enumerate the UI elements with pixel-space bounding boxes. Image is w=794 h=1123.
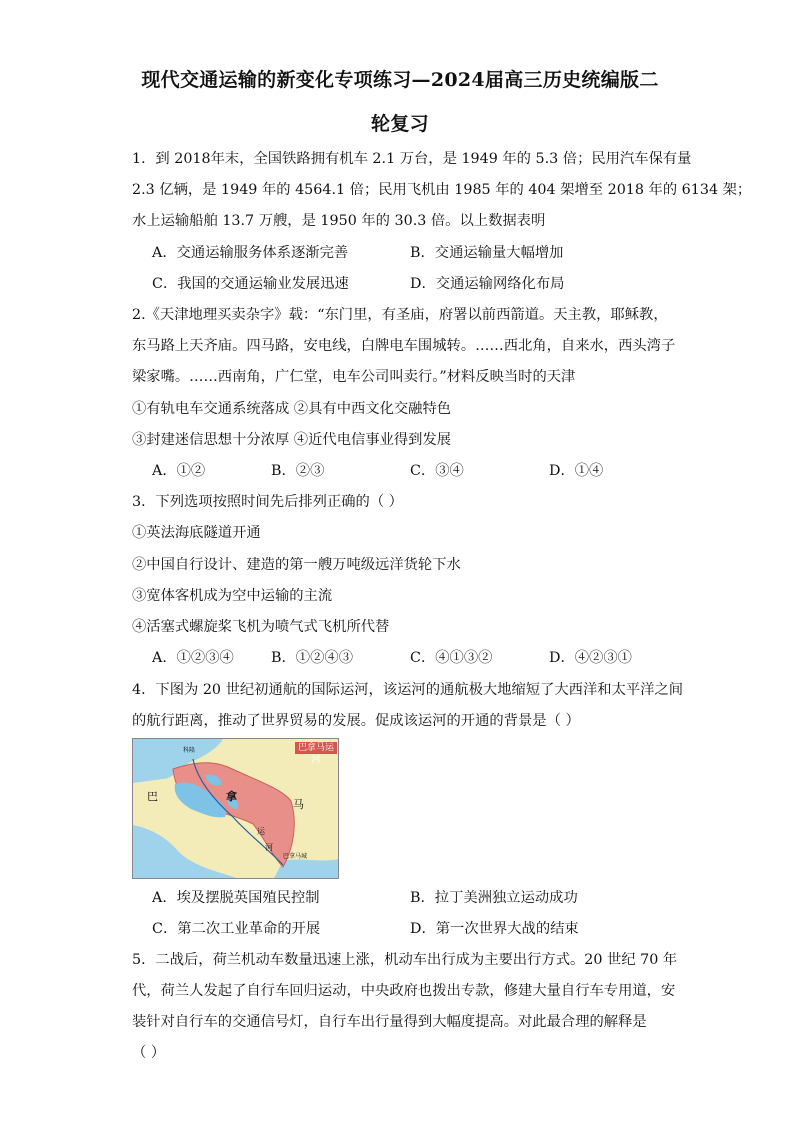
question-3-option-c[interactable]: C．④①③②	[410, 650, 493, 666]
question-3-option-d[interactable]: D．④②③①	[549, 650, 632, 666]
question-1-option-c[interactable]: C．我国的交通运输业发展迅速	[152, 276, 349, 292]
question-2-items-line-1: ①有轨电车交通系统落成 ②具有中西文化交融特色	[132, 401, 452, 417]
question-2-option-b[interactable]: B．②③	[271, 463, 325, 479]
question-2-option-a[interactable]: A．①②	[152, 463, 206, 479]
question-2-items-line-2: ③封建迷信思想十分浓厚 ④近代电信事业得到发展	[132, 432, 452, 448]
question-1-option-a[interactable]: A．交通运输服务体系逐渐完善	[152, 245, 349, 261]
question-3-item-2: ②中国自行设计、建造的第一艘万吨级远洋货轮下水	[132, 557, 461, 573]
map-label-panama-city: 巴拿马城	[283, 853, 308, 860]
question-1-line-1: 1．到 2018年末，全国铁路拥有机车 2.1 万台，是 1949 年的 5.3 倍；民用汽车保有量	[132, 151, 692, 167]
page-title-line-1: 现代交通运输的新变化专项练习—2024届高三历史统编版二	[141, 69, 659, 91]
question-2-line-1: 2.《天津地理买卖杂字》载：“东门里，有圣庙，府署以前西箭道。天主教，耶稣教，	[132, 307, 668, 323]
question-4-option-a[interactable]: A．埃及摆脱英国殖民控制	[152, 890, 320, 906]
question-4-option-d[interactable]: D．第一次世界大战的结束	[410, 921, 579, 937]
question-1-option-d[interactable]: D．交通运输网络化布局	[410, 276, 565, 292]
question-5-line-1: 5．二战后，荷兰机动车数量迅速上涨，机动车出行成为主要出行方式。20 世纪 70 年	[132, 952, 678, 968]
question-3-item-4: ④活塞式螺旋桨飞机为喷气式飞机所代替	[132, 619, 390, 635]
page-title-line-2: 轮复习	[371, 113, 429, 135]
map-label-colon: 科隆	[183, 747, 196, 754]
map-label-na: 拿	[226, 790, 237, 803]
question-2-option-c[interactable]: C．③④	[410, 463, 464, 479]
question-3-option-a[interactable]: A．①②③④	[152, 650, 234, 666]
map-label-yun: 运	[257, 827, 265, 836]
question-4-option-b[interactable]: B．拉丁美洲独立运动成功	[410, 890, 578, 906]
map-label-he: 河	[265, 843, 273, 852]
question-1-option-b[interactable]: B．交通运输量大幅增加	[410, 245, 564, 261]
question-5-answer-bracket: （ ）	[132, 1045, 166, 1061]
question-5-line-3: 装针对自行车的交通信号灯，自行车出行量得到大幅度提高。对此最合理的解释是	[132, 1014, 647, 1030]
panama-canal-map	[132, 738, 339, 879]
question-5-line-2: 代，荷兰人发起了自行车回归运动，中央政府也拨出专款，修建大量自行车专用道，安	[132, 983, 676, 999]
question-3-item-1: ①英法海底隧道开通	[132, 525, 261, 541]
question-4-option-c[interactable]: C．第二次工业革命的开展	[152, 921, 321, 937]
question-3-option-b[interactable]: B．①②④③	[271, 650, 353, 666]
question-4-line-2: 的航行距离，推动了世界贸易的发展。促成该运河的开通的背景是（ ）	[132, 713, 580, 729]
question-2-line-3: 梁家嘴。……西南角，广仁堂，电车公司叫卖行。”材料反映当时的天津	[132, 369, 576, 385]
question-1-line-3: 水上运输船舶 13.7 万艘，是 1950 年的 30.3 倍。以上数据表明	[132, 213, 546, 229]
question-1-line-2: 2.3 亿辆，是 1949 年的 4564.1 倍；民用飞机由 1985 年的 404 架增至 2018 年的 6134 架；	[132, 182, 752, 198]
map-label-ba: 巴	[147, 790, 158, 803]
question-2-option-d[interactable]: D．①④	[549, 463, 604, 479]
question-4-line-1: 4．下图为 20 世纪初通航的国际运河，该运河的通航极大地缩短了大西洋和太平洋之间	[132, 682, 684, 698]
map-label-ma: 马	[293, 798, 304, 811]
map-title: 巴拿马运河	[297, 743, 334, 765]
question-3-stem: 3．下列选项按照时间先后排列正确的（ ）	[132, 494, 403, 510]
question-3-item-3: ③宽体客机成为空中运输的主流	[132, 588, 333, 604]
question-2-line-2: 东马路上天齐庙。四马路，安电线，白牌电车围城转。……西北角，自来水，西头湾子	[132, 338, 676, 354]
